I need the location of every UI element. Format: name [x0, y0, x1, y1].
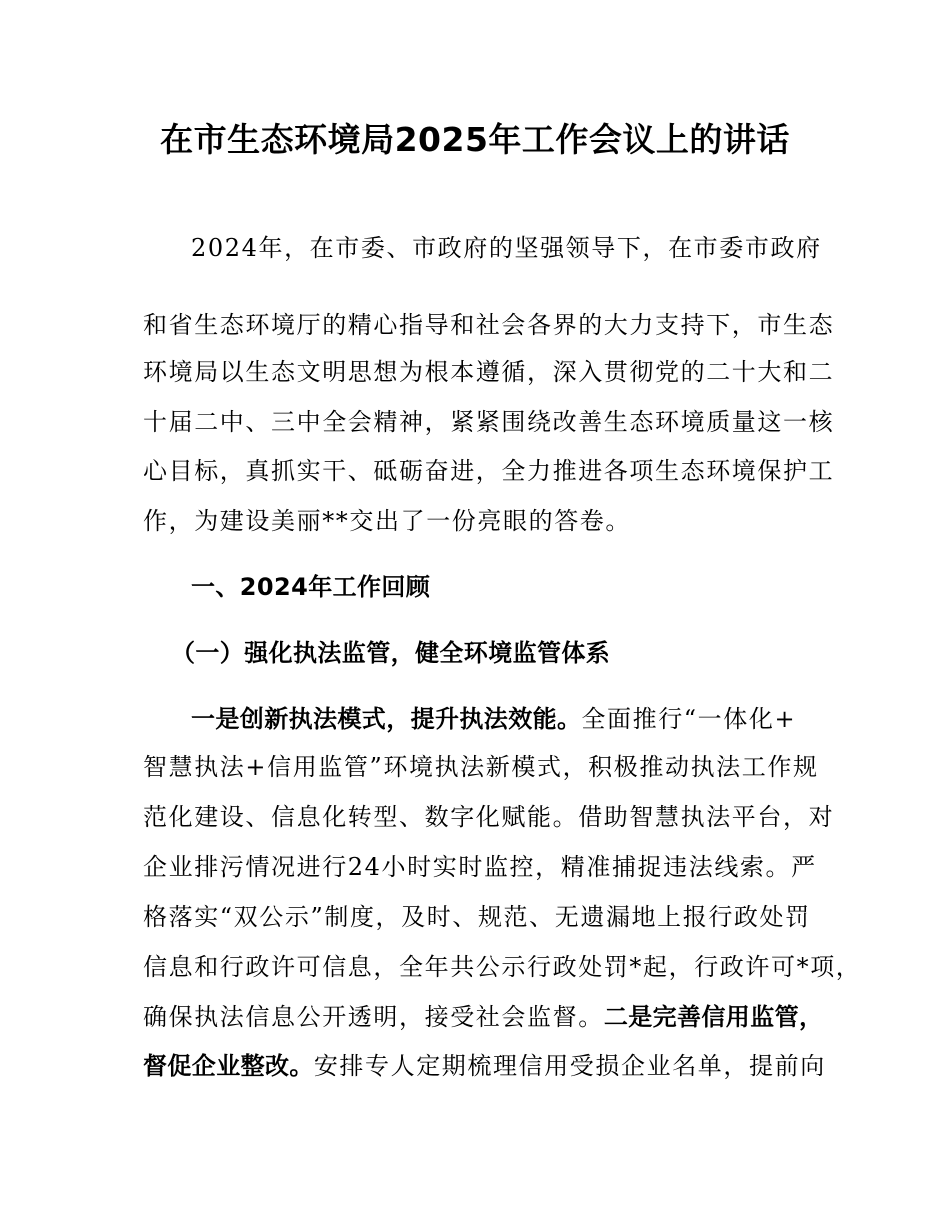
paragraph-line: 信息和行政许可信息，全年共公示行政处罚*起，行政许可*项， [143, 953, 862, 981]
paragraph-line: 作，为建设美丽**交出了一份亮眼的答卷。 [143, 507, 631, 535]
paragraph-line: 格落实“双公示”制度，及时、规范、无遗漏地上报行政处罚 [143, 903, 811, 931]
paragraph-line: 十届二中、三中全会精神，紧紧围绕改善生态环境质量这一核 [143, 408, 835, 436]
lead-sentence: 二是完善信用监管， [603, 1003, 824, 1031]
paragraph-text: 全面推行“一体化+ [581, 705, 797, 733]
subsection-heading: （一）强化执法监管，健全环境监管体系 [171, 639, 611, 667]
paragraph-line: 环境局以生态文明思想为根本遵循，深入贯彻党的二十大和二 [143, 358, 835, 386]
paragraph-line [191, 699, 831, 739]
paragraph-line: 范化建设、信息化转型、数字化赋能。借助智慧执法平台，对 [143, 803, 835, 831]
paragraph-line: 企业排污情况进行24小时实时监控，精准捕捉违法线索。严 [143, 853, 817, 881]
paragraph-line [143, 1046, 826, 1086]
section-heading: 一、2024年工作回顾 [191, 573, 431, 601]
document-title: 在市生态环境局2025年工作会议上的讲话 [160, 120, 790, 159]
lead-sentence: 督促企业整改。 [143, 1052, 314, 1080]
paragraph-line: 2024年，在市委、市政府的坚强领导下，在市委市政府 [191, 234, 822, 262]
paragraph-line: 和省生态环境厅的精心指导和社会各界的大力支持下，市生态 [143, 311, 835, 339]
paragraph-line [143, 997, 823, 1037]
paragraph-line: 心目标，真抓实干、砥砺奋进，全力推进各项生态环境保护工 [143, 457, 835, 485]
paragraph-line: 智慧执法+信用监管”环境执法新模式，积极推动执法工作规 [143, 753, 819, 781]
paragraph-text: 安排专人定期梳理信用受损企业名单，提前向 [313, 1052, 826, 1080]
lead-sentence: 一是创新执法模式，提升执法效能。 [191, 705, 582, 733]
paragraph-text: 确保执法信息公开透明，接受社会监督。 [143, 1003, 604, 1031]
